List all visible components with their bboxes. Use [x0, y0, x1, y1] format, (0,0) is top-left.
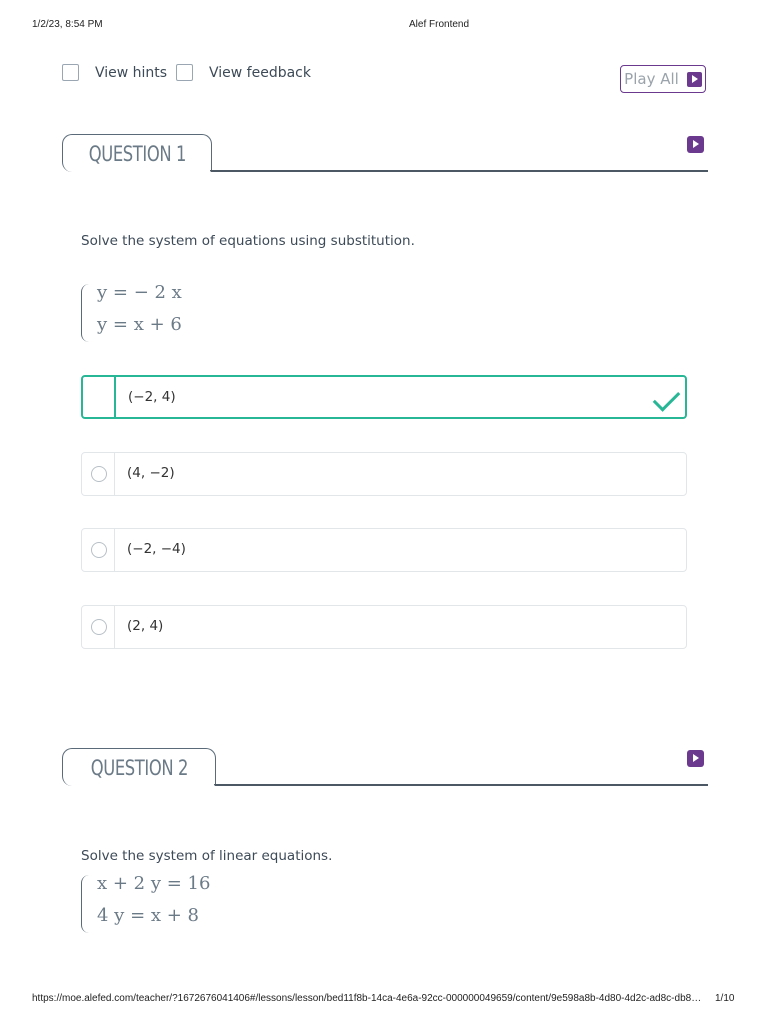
question-1-prompt: Solve the system of equations using substitution.	[81, 233, 415, 249]
radio-button[interactable]	[91, 619, 107, 635]
answer-option-text: (2, 4)	[127, 618, 164, 634]
print-page-number: 1/10	[715, 993, 735, 1004]
question-1-title: QUESTION 1	[88, 141, 186, 166]
print-url: https://moe.alefed.com/teacher/?1672676041406#/lessons/lesson/bed11f8b-14ca-4e6a-92cc-000000049659/content/9e598a8b-4d80-4d2c-ad8c-db8…	[32, 993, 702, 1004]
view-hints-checkbox[interactable]	[62, 64, 79, 81]
play-all-button[interactable]	[620, 65, 706, 93]
question-1-tab	[62, 134, 212, 172]
play-all-label: Play All	[624, 70, 679, 88]
question-2-tab	[62, 748, 216, 786]
answer-option-2[interactable]	[81, 452, 687, 496]
question-2-header	[62, 748, 708, 788]
play-icon[interactable]	[687, 750, 704, 767]
brace-icon	[81, 284, 92, 342]
question-1-header	[62, 134, 708, 174]
print-datetime: 1/2/23, 8:54 PM	[32, 19, 103, 30]
view-feedback-label: View feedback	[209, 64, 311, 81]
print-title: Alef Frontend	[409, 19, 470, 30]
equation: y = x + 6	[97, 314, 182, 335]
play-icon[interactable]	[687, 136, 704, 153]
radio-button[interactable]	[91, 466, 107, 482]
play-icon	[687, 72, 702, 87]
answer-option-1[interactable]	[81, 375, 687, 419]
answer-option-text: (4, −2)	[127, 465, 175, 481]
toolbar	[62, 63, 708, 89]
question-1-divider	[210, 170, 708, 172]
equation: y = − 2 x	[97, 282, 182, 303]
checkmark-icon	[653, 384, 681, 412]
view-hints-toggle[interactable]	[62, 64, 167, 81]
brace-icon	[81, 875, 92, 933]
answer-marker	[82, 453, 115, 495]
equation: 4 y = x + 8	[97, 905, 199, 926]
answer-marker	[82, 606, 115, 648]
answer-option-4[interactable]	[81, 605, 687, 649]
view-feedback-toggle[interactable]	[176, 64, 311, 81]
answer-option-text: (−2, −4)	[127, 541, 186, 557]
radio-button[interactable]	[91, 542, 107, 558]
answer-option-text: (−2, 4)	[128, 389, 176, 405]
question-2-divider	[214, 784, 708, 786]
view-feedback-checkbox[interactable]	[176, 64, 193, 81]
question-2-prompt: Solve the system of linear equations.	[81, 848, 333, 864]
answer-option-3[interactable]	[81, 528, 687, 572]
answer-marker	[82, 529, 115, 571]
view-hints-label: View hints	[95, 64, 168, 81]
equation: x + 2 y = 16	[97, 873, 211, 894]
answer-marker	[83, 377, 116, 417]
question-2-title: QUESTION 2	[90, 755, 188, 780]
